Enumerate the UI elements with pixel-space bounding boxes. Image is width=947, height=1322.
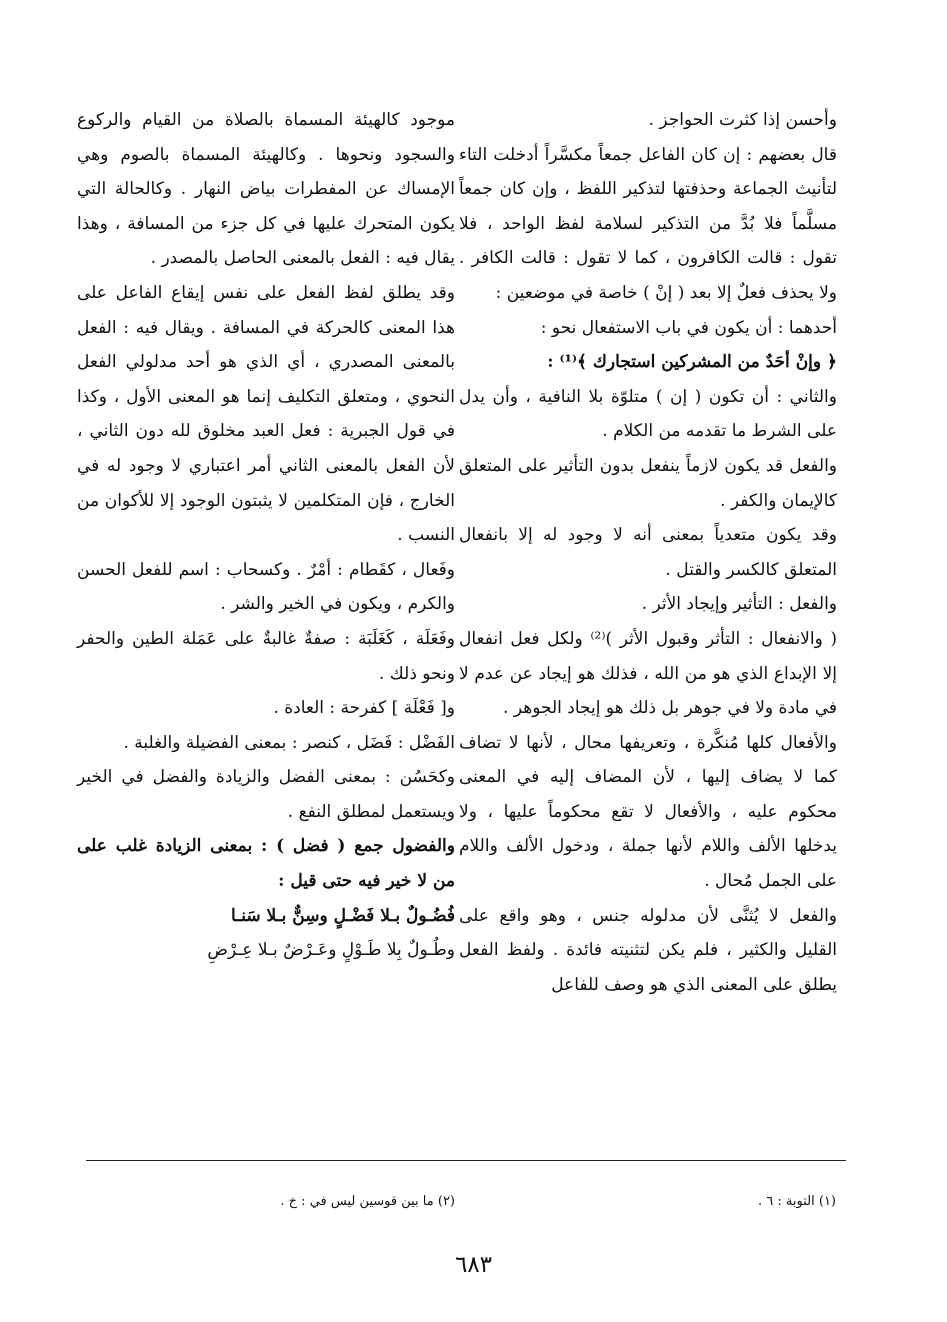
paragraph: وفَعال ، كقَطام : أمْرٌ . وكسحاب : اسم للفعل الحسن والكرم ، ويكون في الخير والشر . xyxy=(77,559,455,615)
paragraph: والفعل لا يُثنَّى لأن مدلوله جنس ، وهو واقع على القليل والكثير ، فلم يكن لتثنيته فائدة . ولفظ الفعل يطلق على المعنى الذي هو وصف للفاعل xyxy=(459,905,837,995)
paragraph: ( والانفعال : التأثر وقبول الأثر )⁽²⁾ ولكل فعل انفعال إلا الإبداع الذي هو من الله ، فذلك هو إيجاد عن عدم لا في مادة ولا في جوهر بل ذلك هو إيجاد الجوهر . xyxy=(459,628,837,719)
paragraph: والفعل قد يكون لازماً ينفعل بدون التأثير على المتعلق كالإيمان والكفر . xyxy=(459,455,837,511)
poem-verse-line: وطُـولٌ بِلا طَـوْلٍ وعَـرْضٌ بـلا عِـرْضِ xyxy=(207,940,455,961)
footnote-2: (٢) ما بين قوسين ليس في : خ . xyxy=(280,1194,455,1209)
paragraph: وكحَسُن : بمعنى الفضل والزيادة والفضل في الخير ويستعمل لمطلق النفع . xyxy=(77,767,455,822)
paragraph: وقد يطلق لفظ الفعل على نفس إيقاع الفاعل على هذا المعنى كالحركة في المسافة . ويقال فيه : الفعل بالمعنى المصدري ، أي الذي هو أحد مدلولي الفعل النحوي ، ومتعلق التكليف إنما هو المعنى الأول ، وكذا في قول الجبرية : فعل العبد مخلوق لله دون الثاني ، لأن الفعل بالمعنى الثاني أمر اعتباري لا وجود له في الخارج ، فإن المتكلمين لا يثبتون الوجود إلا للأكوان من النسب . xyxy=(77,282,455,546)
paragraph: والفعل : التأثير وإيجاد الأثر . xyxy=(641,594,837,615)
page-number: ٦٨٣ xyxy=(454,1252,493,1278)
right-text-column xyxy=(459,103,837,1002)
paragraph: وفَعَلَة ، كَغَلَبَة : صفةٌ غالبةٌ على عَمَلة الطين والحفر ونحو ذلك . xyxy=(77,628,455,684)
footnote-divider xyxy=(86,1160,846,1161)
paragraph: والفضول جمع ( فضل ) : بمعنى الزيادة غلب على من لا خير فيه حتى قيل : xyxy=(77,836,455,892)
paragraph: والثاني : أن تكون ( إن ) متلوّة بلا النافية ، وأن يدل على الشرط ما تقدمه من الكلام . xyxy=(459,386,837,442)
paragraph: والأفعال كلها مُنكَّرة ، وتعريفها محال ، لأنها لا تضاف كما لا يضاف إليها ، لأن المضاف إليه في المعنى محكوم عليه ، والأفعال لا تقع محكوماً عليها ، ولا يدخلها الألف واللام لأنها جملة ، ودخول الألف واللام على الجمل مُحال . xyxy=(459,732,837,892)
footnote-1: (١) التوبة : ٦ . xyxy=(758,1194,836,1209)
left-text-column xyxy=(77,103,455,968)
paragraph: قال بعضهم : إن كان الفاعل جمعاً مكسَّراً أدخلت التاء لتأنيث الجماعة وحذفتها لتذكير اللفظ ، وإن كان جمعاً مسلَّماً فلا بُدَّ من التذكير لسلامة لفظ الواحد ، فلا تقول : قالت الكافرون ، كما لا تقول : قالت الكافر . ولا يحذف فعلٌ إلا بعد ( إنْ ) خاصة في موضعين : xyxy=(459,144,837,303)
poem-verse-line: فُضُـولٌ بـلا فَضْـلٍ وسِنٌّ بـلا سَنـا xyxy=(231,905,455,926)
paragraph: و[ فَعْلَة ] كفرحة : العادة . xyxy=(273,698,455,719)
quran-verse: ﴿ وإنْ أحَدٌ من المشركين استجارك ﴾⁽¹⁾ : xyxy=(547,352,837,373)
paragraph: الفَضْل : فَضَل ، كنصر : بمعنى الفضيلة والغلبة . xyxy=(123,732,455,753)
paragraph: وأحسن إذا كثرت الحواجز . xyxy=(648,110,837,130)
paragraph: موجود كالهيئة المسماة بالصلاة من القيام والركوع والسجود ونحوها . وكالهيئة المسماة بالصوم وهي الإمساك عن المفطرات بياض النهار . وكالحالة التي يكون المتحرك عليها في كل جزء من المسافة ، وهذا يقال فيه : الفعل بالمعنى الحاصل بالمصدر . xyxy=(77,110,455,269)
paragraph: أحدهما : أن يكون في باب الاستفعال نحو : xyxy=(540,317,837,338)
paragraph: وقد يكون متعدياً بمعنى أنه لا وجود له إلا بانفعال المتعلق كالكسر والقتل . xyxy=(459,525,837,580)
